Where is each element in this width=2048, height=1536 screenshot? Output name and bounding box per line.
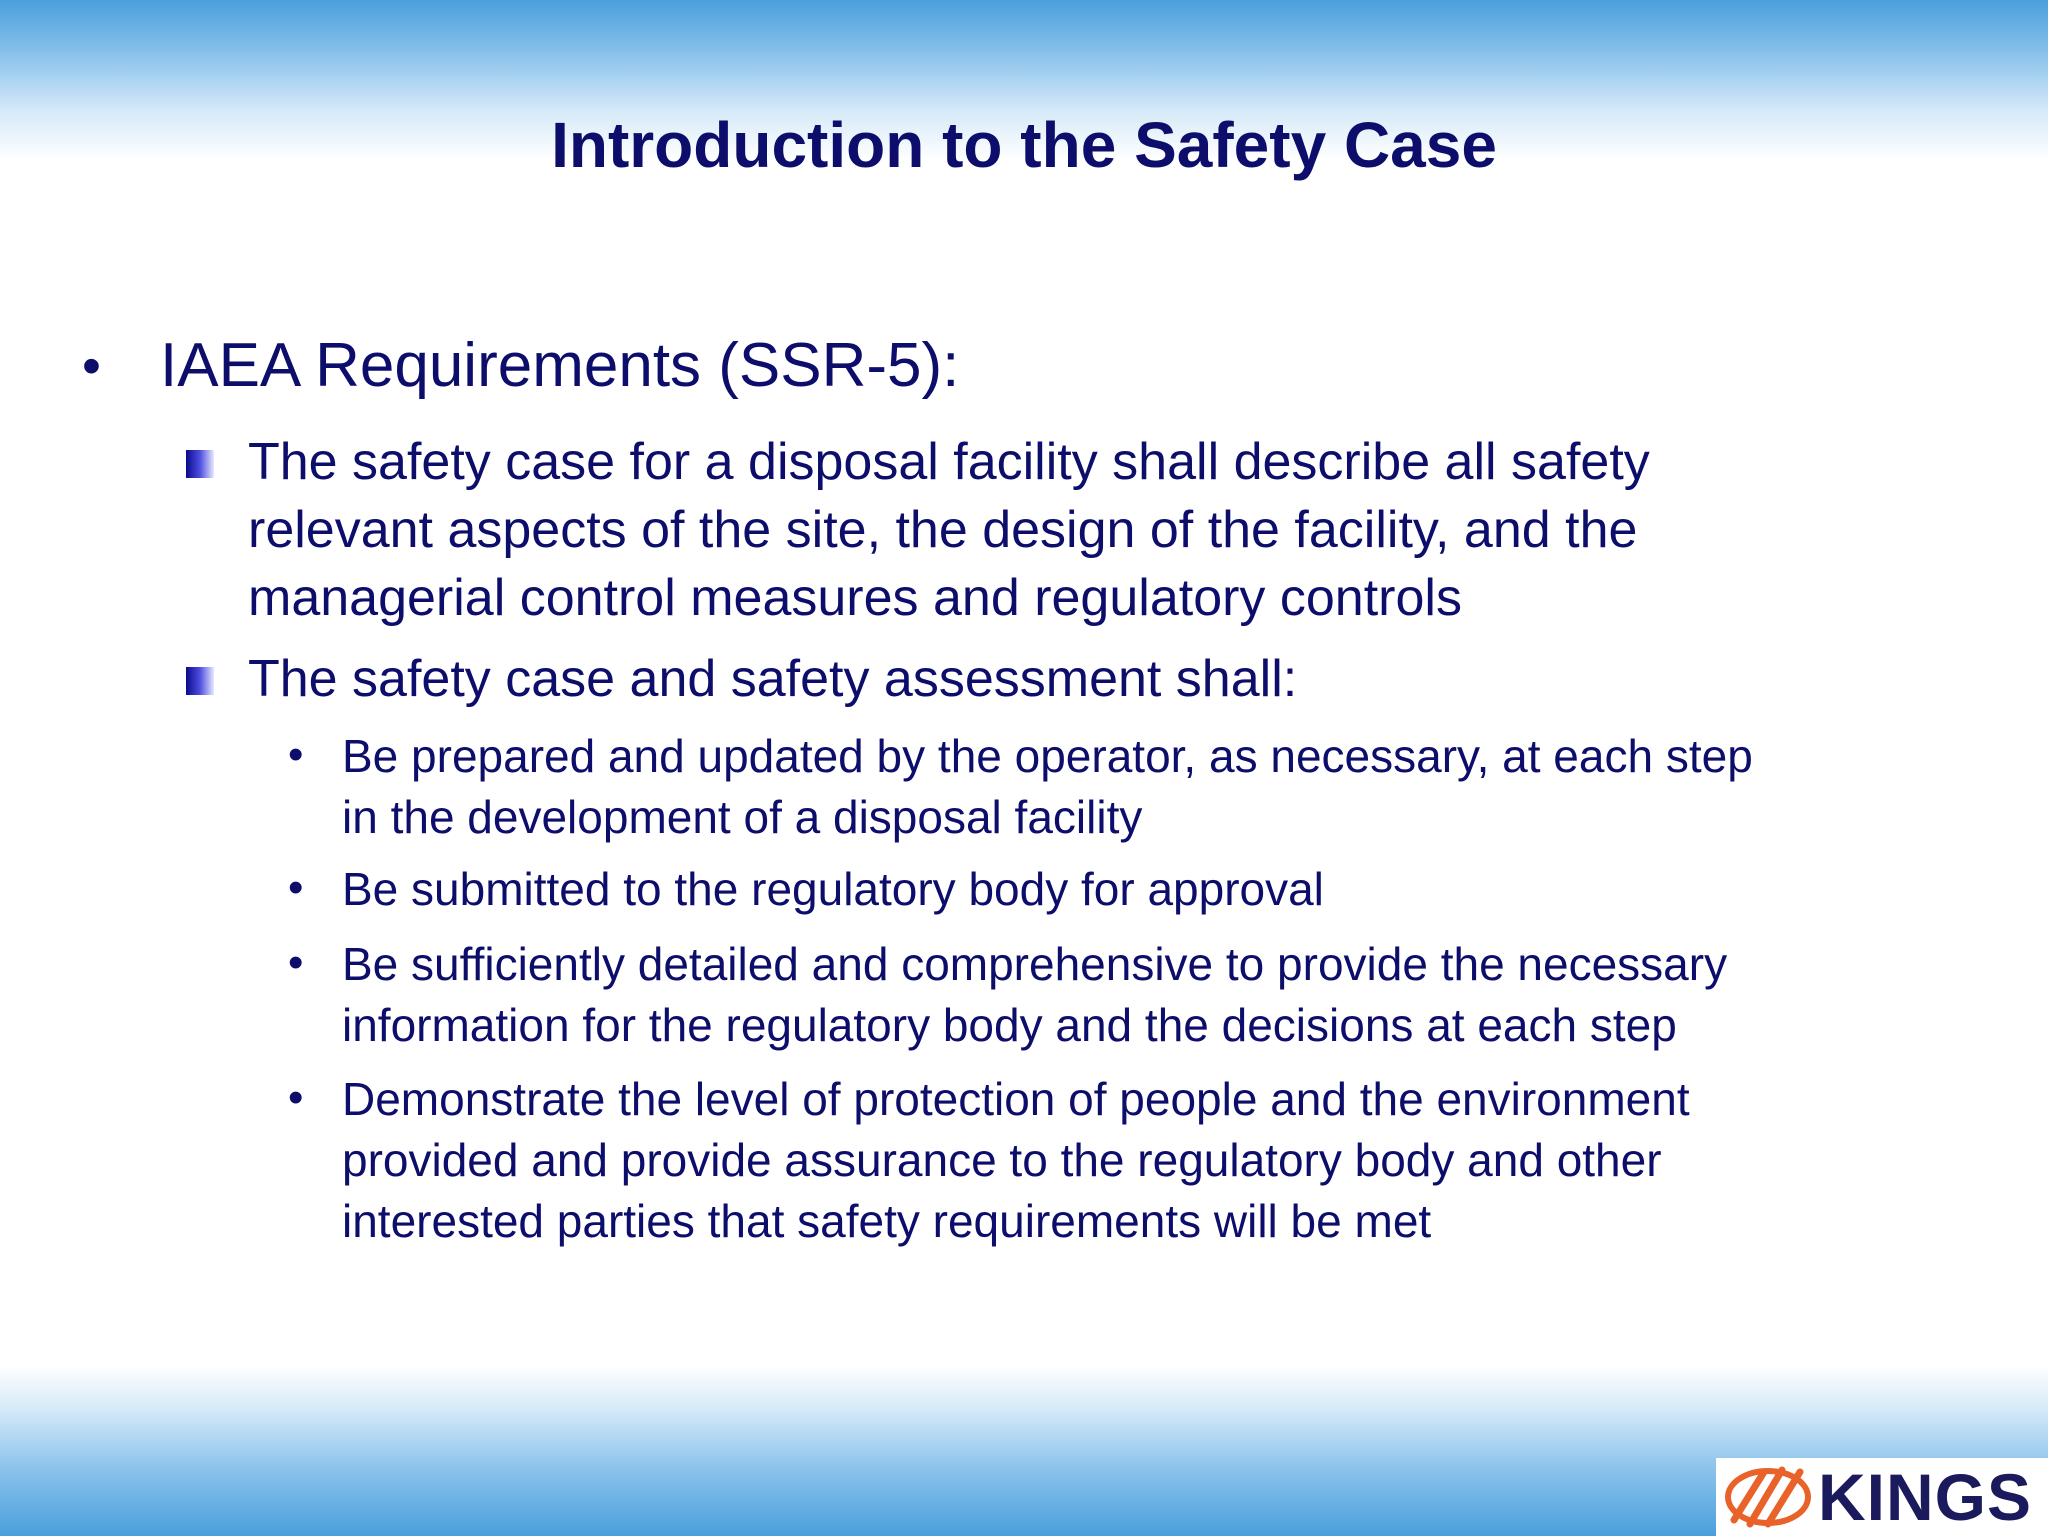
text-line: The safety case and safety assessment shall: xyxy=(248,650,1298,708)
text-line: The safety case for a disposal facility shall describe all safety xyxy=(248,433,1650,491)
text-line: relevant aspects of the site, the design of the facility, and the xyxy=(248,501,1638,559)
kings-logo xyxy=(1716,1458,2048,1536)
text-line: managerial control measures and regulatory controls xyxy=(248,569,1462,627)
bullet-level2-text xyxy=(248,645,1948,713)
text-line: Be submitted to the regulatory body for approval xyxy=(342,863,1324,915)
bullet-dot: • xyxy=(82,336,101,396)
text-line: in the development of a disposal facility xyxy=(342,791,1143,843)
bullet-level3-text xyxy=(342,726,1982,848)
bullet-level3-text xyxy=(342,859,1982,920)
text-line: information for the regulatory body and the decisions at each step xyxy=(342,999,1677,1051)
bullet-dot: • xyxy=(288,730,304,779)
text-line: interested parties that safety requirements will be met xyxy=(342,1195,1432,1247)
bullet-level2-text xyxy=(248,428,1948,632)
bullet-level3-text xyxy=(342,1069,1982,1252)
bullet-level3-text xyxy=(342,934,1982,1056)
square-bullet-icon xyxy=(186,450,214,478)
square-bullet-icon xyxy=(186,667,214,695)
text-line: Be prepared and updated by the operator, as necessary, at each step xyxy=(342,730,1753,782)
slide-title: Introduction to the Safety Case xyxy=(551,109,1497,181)
bullet-dot: • xyxy=(288,938,304,987)
bullet-level1-text: IAEA Requirements (SSR-5): xyxy=(160,331,960,400)
text-line: Be sufficiently detailed and comprehensive to provide the necessary xyxy=(342,938,1728,990)
bullet-dot: • xyxy=(288,1073,304,1122)
text-line: provided and provide assurance to the regulatory body and other xyxy=(342,1134,1662,1186)
bullet-dot: • xyxy=(288,863,304,912)
kings-logo-mark-icon xyxy=(1720,1462,1816,1532)
text-line: Demonstrate the level of protection of people and the environment xyxy=(342,1073,1690,1125)
kings-logo-text: KINGS xyxy=(1818,1460,2033,1534)
